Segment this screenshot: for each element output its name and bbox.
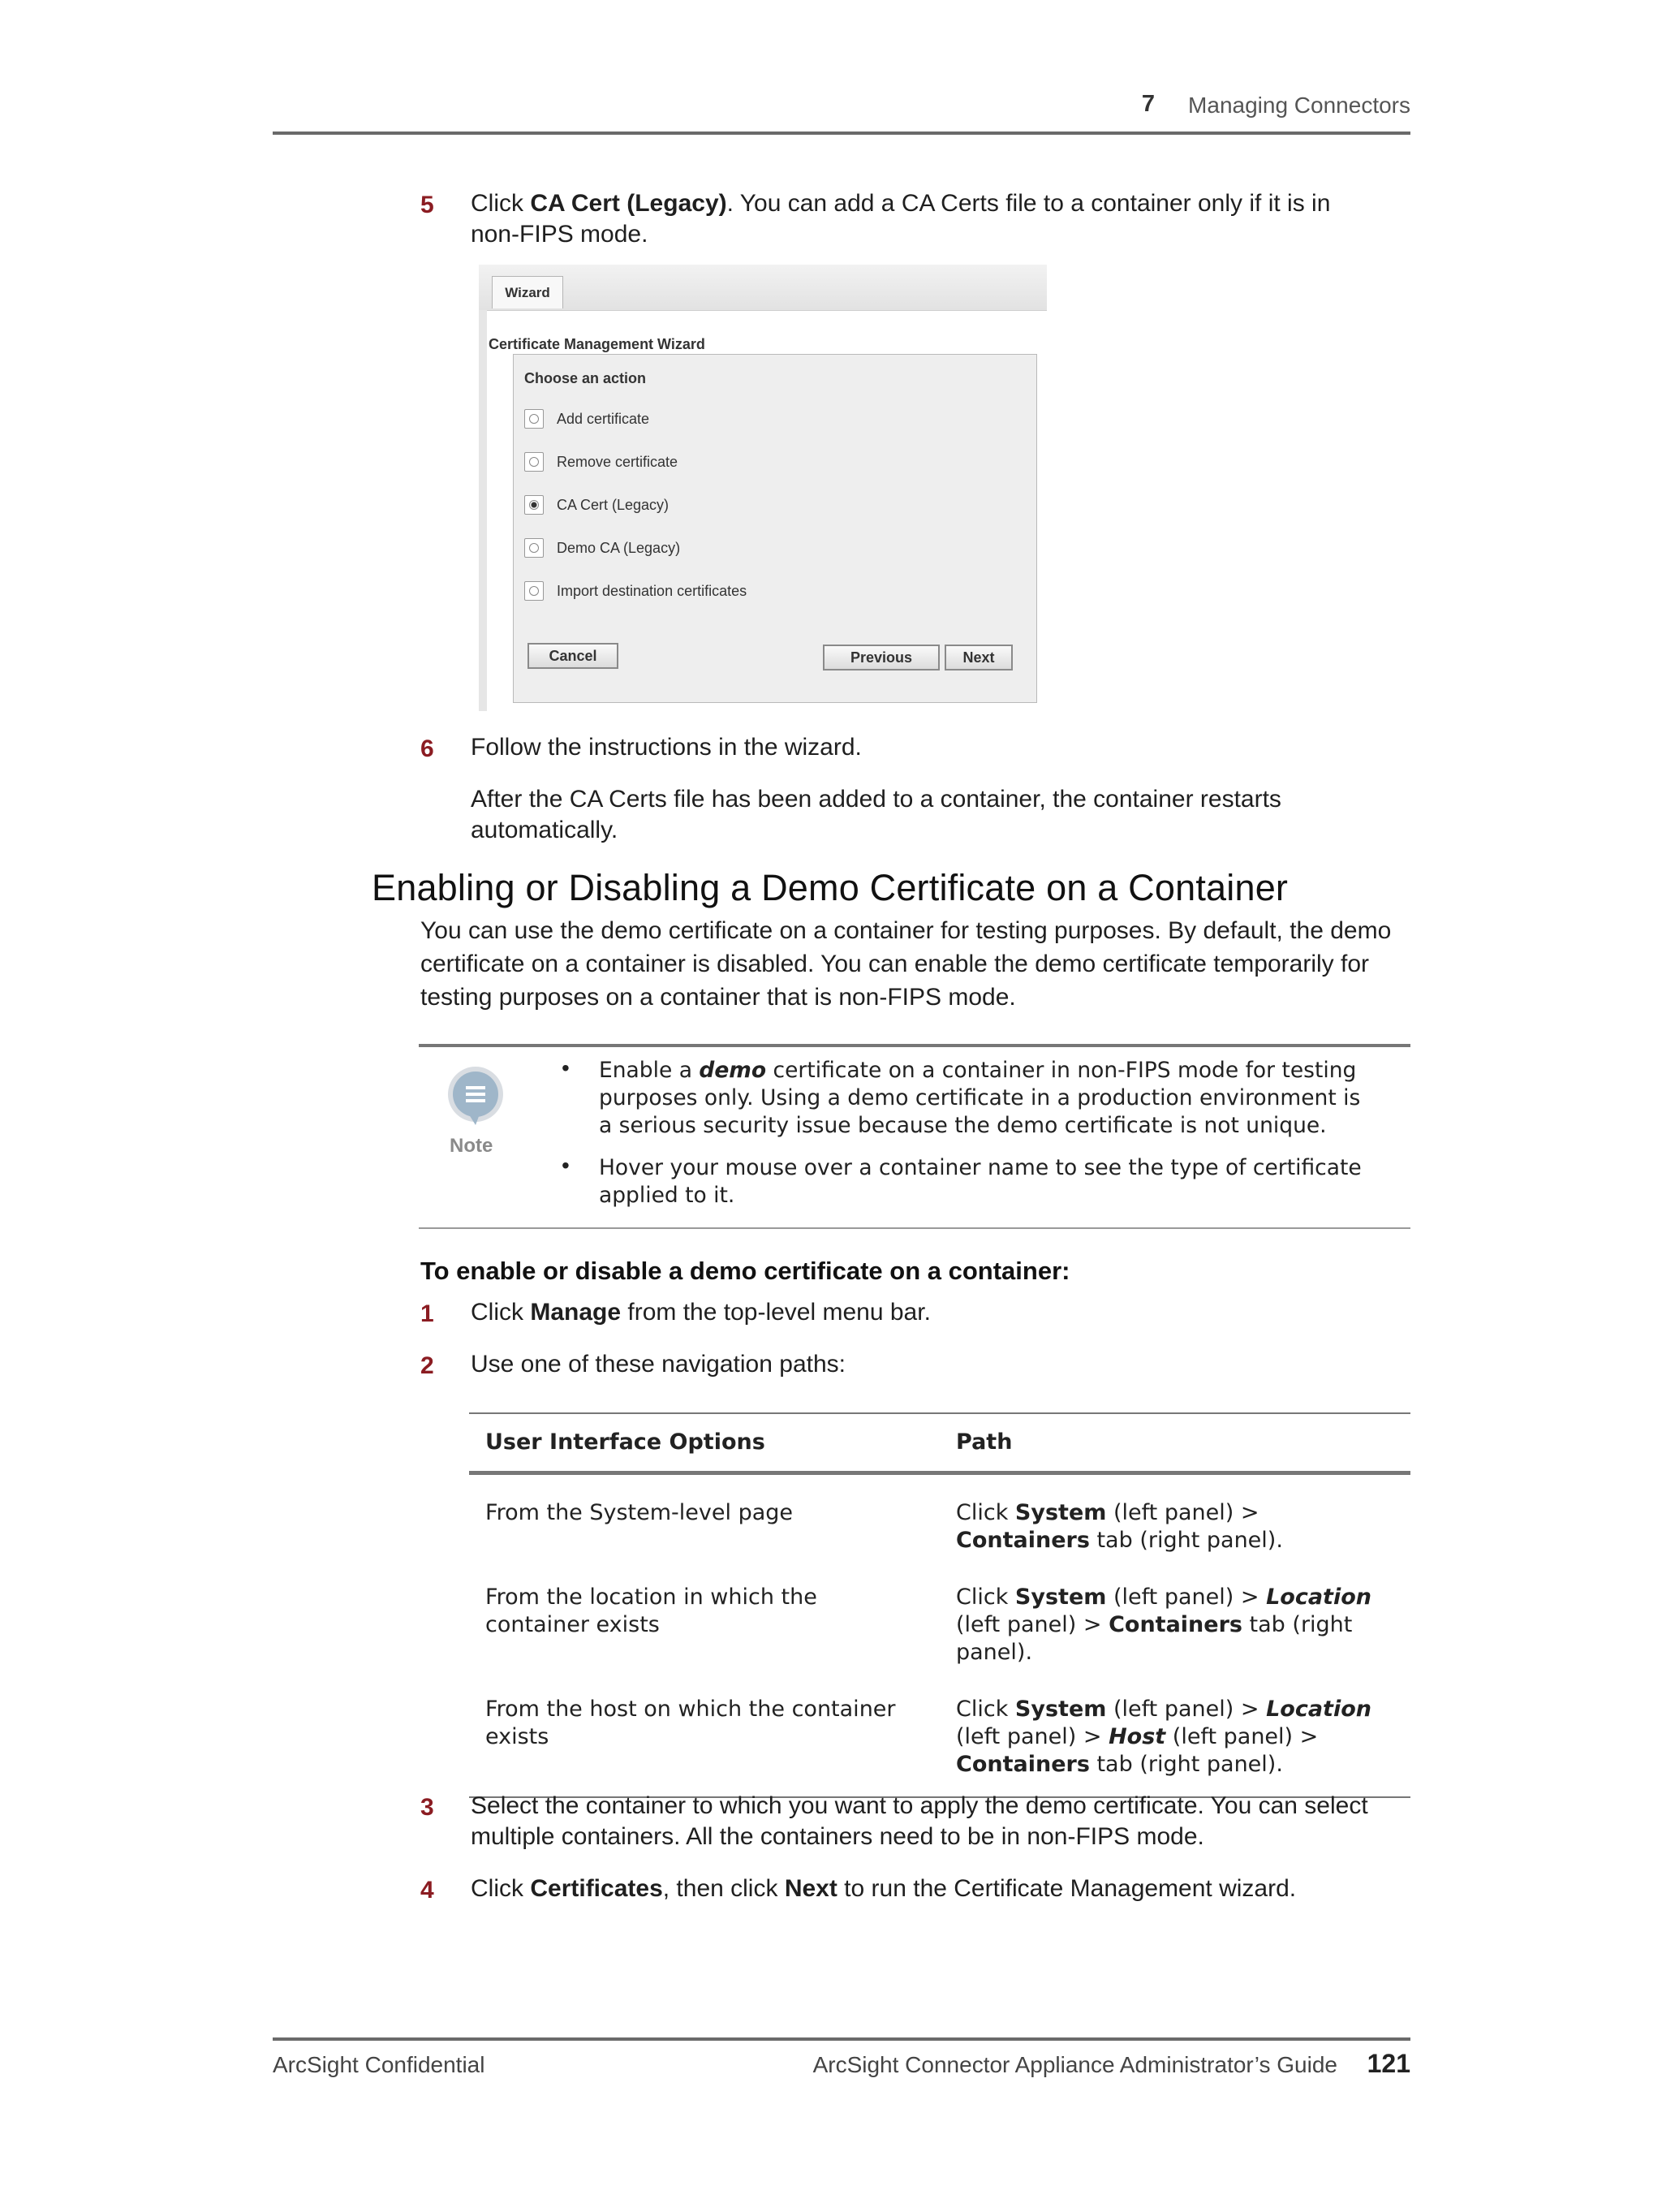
step-number: 3 xyxy=(420,1794,434,1821)
previous-button[interactable]: Previous xyxy=(823,645,940,670)
note-bullet-2: Hover your mouse over a container name to see the type of certificate applied to it. xyxy=(599,1155,1362,1208)
table-header-row xyxy=(469,1413,1410,1473)
emphasis-demo: demo xyxy=(699,1058,767,1083)
footer-confidential: ArcSight Confidential xyxy=(273,2052,485,2077)
table-cell-path: Click System (left panel) > Location (left panel) > Containers tab (right panel). xyxy=(956,1585,1371,1665)
table-cell-option: From the location in which the container exists xyxy=(485,1585,817,1637)
step-6-followup: After the CA Certs file has been added to a container, the container restarts automatically. xyxy=(471,786,1281,843)
radio-button[interactable] xyxy=(524,538,544,558)
wizard-left-edge xyxy=(479,310,487,711)
choose-action-label: Choose an action xyxy=(524,370,647,386)
table-cell-option: From the host on which the container exists xyxy=(485,1697,896,1749)
step-number: 1 xyxy=(420,1300,434,1327)
ui-term: CA Cert (Legacy) xyxy=(530,190,727,217)
procedure-step-2: Use one of these navigation paths: xyxy=(471,1351,846,1378)
radio-button[interactable] xyxy=(524,409,544,429)
table-row xyxy=(469,1684,1410,1797)
bullet-icon: • xyxy=(562,1055,570,1080)
note-bullet-1: Enable a demo certificate on a container in non-FIPS mode for testing purposes only. Using a demo certificate in a production environment is a serious security issue because the demo certificate is not unique. xyxy=(599,1058,1361,1138)
note-speech-bubble-icon xyxy=(443,1065,508,1130)
tab-wizard[interactable]: Wizard xyxy=(492,276,563,308)
footer-guide-title: ArcSight Connector Appliance Administrator’s Guide xyxy=(812,2052,1337,2077)
column-header-ui-options: User Interface Options xyxy=(469,1413,940,1473)
next-button[interactable]: Next xyxy=(945,645,1013,670)
cancel-button[interactable]: Cancel xyxy=(527,643,618,669)
step-number: 2 xyxy=(420,1352,434,1379)
page-number: 121 xyxy=(1367,2049,1410,2078)
note-box xyxy=(419,1044,1410,1229)
table-cell-path: Click System (left panel) > Containers tab (right panel). xyxy=(956,1500,1283,1553)
wizard-tab-bar xyxy=(479,265,1047,311)
ui-term: Certificates xyxy=(530,1875,663,1902)
chapter-number: 7 xyxy=(1141,91,1155,117)
procedure-step-1: Click Manage from the top-level menu bar. xyxy=(471,1299,931,1326)
step-number: 5 xyxy=(420,192,434,218)
section-intro: You can use the demo certificate on a container for testing purposes. By default, the demo certificate on a container is disabled. You can enable the demo certificate temporarily for testing purposes on a container that is non-FIPS mode. xyxy=(420,917,1392,1011)
step-number: 4 xyxy=(420,1877,434,1904)
step-5-text: Click CA Cert (Legacy). You can add a CA Certs file to a container only if it is in non-FIPS mode. xyxy=(471,190,1331,248)
step-number: 6 xyxy=(420,735,434,762)
wizard-title: Certificate Management Wizard xyxy=(489,336,705,352)
column-header-path: Path xyxy=(940,1413,1410,1473)
page-footer xyxy=(273,2037,1410,2081)
wizard-screenshot: Wizard Certificate Management Wizard Choose an action Add certificate Remove certificate CA Cert (Legacy) Demo CA (Legacy) Import destination certificates Cancel Previous Next xyxy=(479,265,1047,711)
note-label: Note xyxy=(450,1135,493,1157)
table-row xyxy=(469,1572,1410,1684)
table-row xyxy=(469,1473,1410,1573)
ui-term: Next xyxy=(784,1875,837,1902)
bullet-icon: • xyxy=(562,1153,570,1178)
ui-term: Manage xyxy=(530,1299,622,1326)
radio-button-selected[interactable] xyxy=(524,495,544,515)
chapter-title: Managing Connectors xyxy=(1188,93,1410,118)
procedure-step-4: Click Certificates, then click Next to run the Certificate Management wizard. xyxy=(471,1875,1297,1902)
navigation-paths-table xyxy=(469,1412,1410,1798)
section-heading: Enabling or Disabling a Demo Certificate on a Container xyxy=(372,867,1289,908)
radio-button[interactable] xyxy=(524,581,544,601)
table-cell-path: Click System (left panel) > Location (left panel) > Host (left panel) > Containers tab (right panel). xyxy=(956,1697,1371,1777)
procedure-heading: To enable or disable a demo certificate on a container: xyxy=(420,1257,1070,1285)
radio-button[interactable] xyxy=(524,452,544,472)
procedure-step-3: Select the container to which you want to apply the demo certificate. You can select multiple containers. All the containers need to be in non-FIPS mode. xyxy=(471,1792,1368,1850)
table-cell-option: From the System-level page xyxy=(485,1500,794,1525)
page-header xyxy=(273,89,1410,135)
step-6-text: Follow the instructions in the wizard. xyxy=(471,734,862,761)
